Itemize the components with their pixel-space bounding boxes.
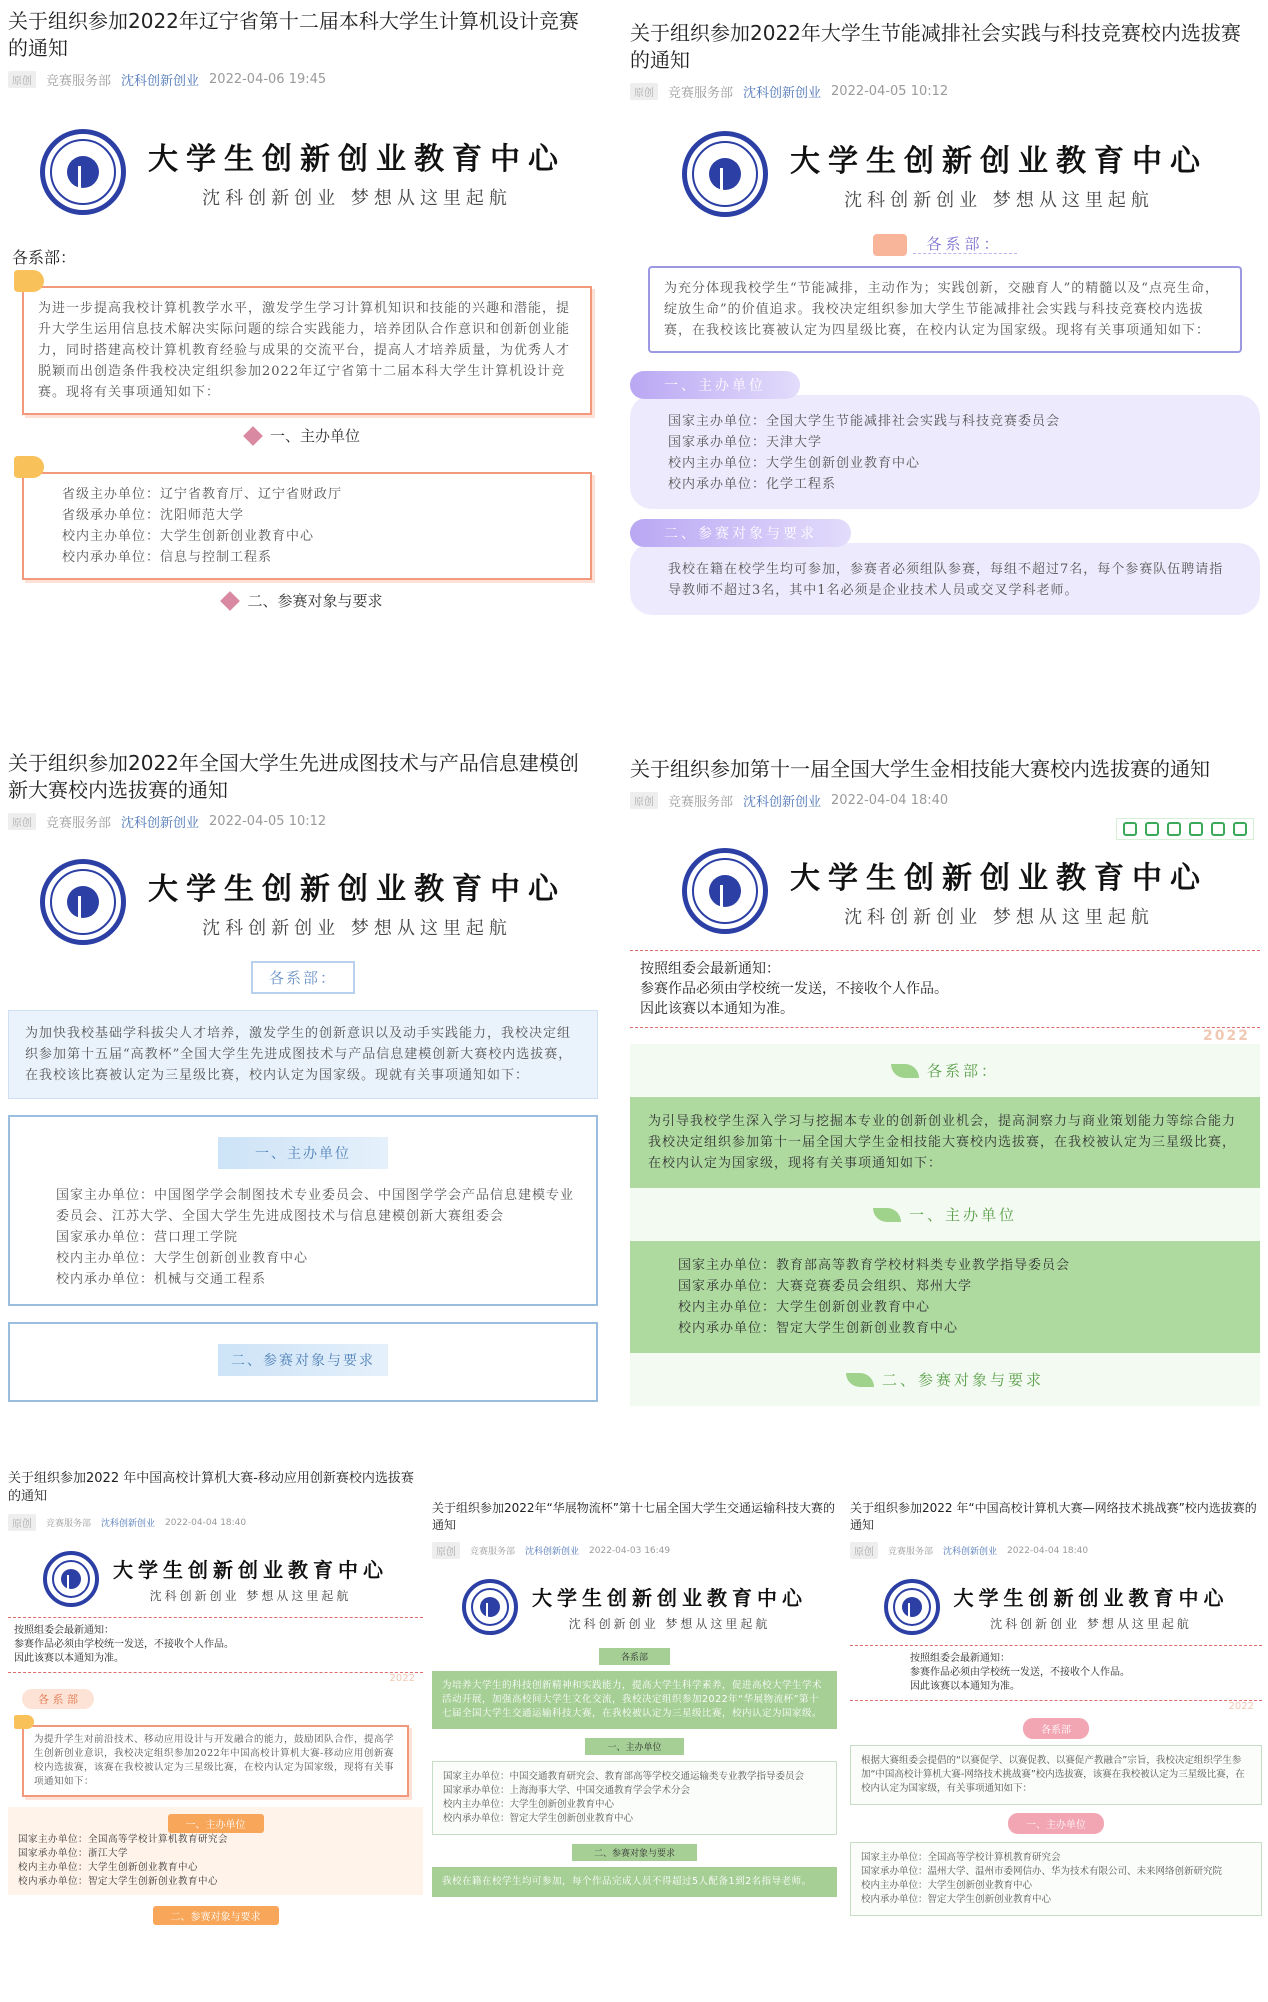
article-meta bbox=[8, 70, 598, 89]
greeting: 各系部： bbox=[251, 961, 355, 994]
banner-title: 大学生创新创业教育中心 bbox=[148, 142, 566, 177]
org-line: 校内主办单位：大学生创新创业教育中心 bbox=[678, 1300, 931, 1315]
article-author[interactable]: 沈科创新创业 bbox=[121, 74, 200, 89]
intro-box bbox=[22, 1725, 409, 1797]
banner-slogan: 沈科创新创业 梦想从这里起航 bbox=[844, 190, 1154, 211]
requirement-text: 我校在籍在校学生均可参加，参赛者必须组队参赛，每组不超过7名，每个参赛队伍聘请指导教师不超过3名，其中1名必须是企业技术人员或交叉学科老师。 bbox=[668, 561, 1224, 598]
article-author[interactable]: 沈科创新创业 bbox=[743, 795, 822, 810]
notice-line: 因此该赛以本通知为准。 bbox=[910, 1681, 1020, 1692]
intro-text: 根据大赛组委会提倡的“以赛促学、以赛促教、以赛促产教融合”宗旨，我校决定组织学生参加“中国高校计算机大赛-网络技术挑战赛”校内选拔赛，该赛在我校被认定为三星级比赛，在校内认定为国家级，有关事项通知如下： bbox=[861, 1755, 1245, 1794]
article-meta bbox=[850, 1542, 1262, 1559]
org-box bbox=[8, 1115, 598, 1306]
org-line: 国家承办单位：上海海事大学、中国交通教育学会学术分会 bbox=[443, 1785, 691, 1796]
banner-title: 大学生创新创业教育中心 bbox=[532, 1586, 807, 1610]
org-box bbox=[630, 1241, 1260, 1353]
org-line: 国家主办单位：中国交通教育研究会、教育部高等学校交通运输类专业教学指导委员会 bbox=[443, 1771, 805, 1782]
org-line: 国家承办单位：天津大学 bbox=[668, 434, 823, 450]
expand-icon[interactable] bbox=[1167, 822, 1181, 836]
article-title[interactable]: 关于组织参加2022 年“中国高校计算机大赛—网络技术挑战赛”校内选拔赛的通知 bbox=[850, 1501, 1257, 1532]
notice-line: 因此该赛以本通知为准。 bbox=[14, 1653, 124, 1664]
center-banner bbox=[850, 1579, 1262, 1635]
article-title[interactable]: 关于组织参加2022年全国大学生先进成图技术与产品信息建模创新大赛校内选拔赛的通知 bbox=[8, 751, 579, 802]
article-title[interactable]: 关于组织参加2022 年中国高校计算机大赛-移动应用创新赛校内选拔赛的通知 bbox=[8, 1471, 414, 1504]
greeting-wrap bbox=[850, 1718, 1262, 1739]
section-heading: 二、参赛对象与要求 bbox=[8, 590, 598, 611]
article-card-7[interactable] bbox=[850, 1500, 1262, 1998]
section-heading: 二、参赛对象与要求 bbox=[630, 519, 851, 547]
article-source: 竞赛服务部 bbox=[46, 816, 112, 831]
banner-slogan: 沈科创新创业 梦想从这里起航 bbox=[990, 1617, 1192, 1631]
article-title[interactable]: 关于组织参加2022年大学生节能减排社会实践与科技竞赛校内选拔赛的通知 bbox=[630, 21, 1241, 72]
notice-line: 按照组委会最新通知： bbox=[910, 1653, 1010, 1664]
leaf-icon bbox=[891, 1064, 919, 1078]
org-line: 校内主办单位：大学生创新创业教育中心 bbox=[443, 1799, 615, 1810]
center-logo-icon bbox=[682, 131, 768, 217]
leaf-icon bbox=[846, 1373, 874, 1387]
notice bbox=[850, 1646, 1262, 1700]
notice-line: 按照组委会最新通知： bbox=[14, 1625, 114, 1636]
banner-slogan: 沈科创新创业 梦想从这里起航 bbox=[202, 918, 512, 939]
section-heading: 一、主办单位 bbox=[585, 1738, 683, 1755]
org-line: 校内承办单位：机械与交通工程系 bbox=[56, 1272, 267, 1287]
center-banner bbox=[8, 1551, 423, 1607]
center-banner bbox=[630, 131, 1260, 217]
center-banner bbox=[8, 859, 598, 945]
org-line: 校内承办单位：化学工程系 bbox=[668, 476, 837, 492]
org-line: 国家主办单位：全国高等学校计算机教育研究会 bbox=[861, 1852, 1061, 1863]
org-line: 国家主办单位：全国大学生节能减排社会实践与科技竞赛委员会 bbox=[668, 413, 1061, 429]
phone-icon[interactable] bbox=[1145, 822, 1159, 836]
org-line: 校内主办单位：大学生创新创业教育中心 bbox=[18, 1862, 199, 1873]
intro-box bbox=[630, 1097, 1260, 1188]
center-banner bbox=[8, 129, 598, 215]
article-author[interactable]: 沈科创新创业 bbox=[101, 1519, 156, 1529]
original-tag: 原创 bbox=[630, 792, 658, 809]
section-block-2 bbox=[630, 519, 1260, 615]
org-line: 国家主办单位：全国高等学校计算机教育研究会 bbox=[18, 1834, 229, 1845]
section-heading: 二、参赛对象与要求 bbox=[153, 1906, 279, 1925]
org-line: 校内主办单位：大学生创新创业教育中心 bbox=[668, 455, 921, 471]
article-card-2[interactable] bbox=[630, 20, 1260, 720]
notice-line: 参赛作品必须由学校统一发送，不接收个人作品。 bbox=[910, 1667, 1130, 1678]
article-card-4[interactable] bbox=[630, 756, 1260, 1460]
org-line: 省级主办单位：辽宁省教育厅、辽宁省财政厅 bbox=[62, 487, 343, 502]
banner-slogan: 沈科创新创业 梦想从这里起航 bbox=[568, 1617, 771, 1631]
section-heading: 一、主办单位 bbox=[908, 1206, 1017, 1224]
org-line: 国家承办单位：温州大学、温州市委网信办、华为技术有限公司、未来网络创新研究院 bbox=[861, 1866, 1223, 1877]
article-author[interactable]: 沈科创新创业 bbox=[743, 86, 822, 101]
notice-line: 参赛作品必须由学校统一发送，不接收个人作品。 bbox=[640, 981, 948, 997]
section-block-1 bbox=[630, 371, 1260, 509]
intro-box bbox=[432, 1671, 837, 1729]
banner-title: 大学生创新创业教育中心 bbox=[790, 144, 1208, 179]
section-heading: 二、参赛对象与要求 bbox=[572, 1844, 697, 1861]
greeting-wrap bbox=[8, 961, 598, 994]
org-line: 校内承办单位：智定大学生创新创业教育中心 bbox=[443, 1813, 634, 1824]
org-line: 校内承办单位：智定大学生创新创业教育中心 bbox=[678, 1321, 959, 1336]
banner-slogan: 沈科创新创业 梦想从这里起航 bbox=[202, 188, 512, 209]
org-line: 校内主办单位：大学生创新创业教育中心 bbox=[62, 529, 315, 544]
notice-line: 因此该赛以本通知为准。 bbox=[640, 1001, 794, 1017]
article-date: 2022-04-03 16:49 bbox=[589, 1545, 671, 1556]
section-heading: 一、主办单位 bbox=[218, 1137, 388, 1169]
greeting: 各系部： bbox=[913, 235, 1017, 254]
center-logo-icon bbox=[40, 859, 126, 945]
org-line: 省级承办单位：沈阳师范大学 bbox=[62, 508, 245, 523]
article-card-5[interactable] bbox=[8, 1470, 423, 1998]
req-box bbox=[8, 1322, 598, 1402]
settings-icon[interactable] bbox=[1233, 822, 1247, 836]
org-line: 校内承办单位：信息与控制工程系 bbox=[62, 550, 273, 565]
notice-line: 参赛作品必须由学校统一发送，不接收个人作品。 bbox=[14, 1639, 234, 1650]
intro-text: 为提升学生对前沿技术、移动应用设计与开发融合的能力，鼓励团队合作，提高学生创新创业意识，我校决定组织参加2022年中国高校计算机大赛-移动应用创新赛校内选拔赛，该赛在我校被认定为三星级比赛，在校内认定为国家级，现将有关事项通知如下： bbox=[34, 1734, 395, 1787]
center-banner bbox=[432, 1579, 837, 1635]
notice bbox=[630, 951, 1260, 1027]
diamond-icon bbox=[243, 426, 263, 446]
center-logo-icon bbox=[40, 129, 126, 215]
intro-box bbox=[648, 266, 1242, 353]
org-box bbox=[8, 1807, 423, 1895]
article-meta bbox=[432, 1542, 837, 1559]
article-title[interactable]: 关于组织参加2022年“华展物流杯”第十七届全国大学生交通运输科技大赛的通知 bbox=[432, 1501, 835, 1532]
article-source: 竞赛服务部 bbox=[668, 795, 734, 810]
org-line: 国家承办单位：浙江大学 bbox=[18, 1848, 129, 1859]
org-line: 校内承办单位：智定大学生创新创业教育中心 bbox=[18, 1876, 219, 1887]
greeting: 各系部： bbox=[926, 1062, 999, 1080]
center-logo-icon bbox=[462, 1579, 518, 1635]
article-source: 竞赛服务部 bbox=[668, 86, 734, 101]
article-source: 竞赛服务部 bbox=[888, 1547, 934, 1557]
article-meta bbox=[630, 82, 1260, 101]
intro-text: 为充分体现我校学生“节能减排，主动作为；实践创新，交融育人”的精髓以及“点亮生命，绽放生命”的价值追求。我校决定组织参加大学生节能减排社会实践与科技竞赛校内选拔赛，在我校该比赛被认定为四星级比赛，在校内认定为国家级。现将有关事项通知如下： bbox=[664, 280, 1219, 338]
center-logo-icon bbox=[682, 848, 768, 934]
greeting: 各系部 bbox=[599, 1648, 670, 1665]
article-date: 2022-04-06 19:45 bbox=[209, 72, 327, 87]
org-line: 国家主办单位：教育部高等教育学校材料类专业教学指导委员会 bbox=[678, 1258, 1071, 1273]
intro-text: 为进一步提高我校计算机教学水平，激发学生学习计算机知识和技能的兴趣和潜能，提升大学生运用信息技术解决实际问题的综合实践能力，培养团队合作意识和创新创业能力，同时搭建高校计算机教育经验与成果的交流平台，提高人才培养质量，为优秀人才脱颖而出创造条件我校决定组织参加2022年辽宁省第十二届本科大学生计算机设计竞赛。现将有关事项通知如下： bbox=[38, 301, 571, 400]
org-box bbox=[22, 472, 592, 580]
greeting: 各系部 bbox=[1023, 1718, 1089, 1739]
original-tag: 原创 bbox=[8, 71, 36, 88]
org-line: 国家承办单位：大赛竞赛委员会组织、郑州大学 bbox=[678, 1279, 973, 1294]
notice bbox=[8, 1618, 423, 1672]
intro-box bbox=[22, 286, 592, 415]
intro-box bbox=[8, 1010, 598, 1099]
center-logo-icon bbox=[884, 1579, 940, 1635]
requirement-text: 我校在籍在校学生均可参加，每个作品完成人员不得超过5人配备1到2名指导老师。 bbox=[442, 1876, 812, 1887]
intro-text: 为引导我校学生深入学习与挖掘本专业的创新创业机会，提高洞察力与商业策划能力等综合能力我校决定组织参加第十一届全国大学生金相技能大赛校内选拔赛，在我校被认定为三星级比赛，在校内认定为国家级，现将有关事项通知如下： bbox=[648, 1114, 1237, 1171]
intro-text: 为加快我校基础学科拔尖人才培养，激发学生的创新意识以及动手实践能力，我校决定组织参加第十五届“高教杯”全国大学生先进成图技术与产品信息建模创新大赛校内选拔赛，在我校该比赛被认定为三星级比赛，校内认定为国家级。现就有关事项通知如下： bbox=[25, 1026, 573, 1083]
section-heading: 一、主办单位 bbox=[8, 425, 598, 446]
req-box bbox=[432, 1867, 837, 1897]
org-line: 校内主办单位：大学生创新创业教育中心 bbox=[861, 1880, 1033, 1891]
leaf-icon bbox=[873, 1208, 901, 1222]
article-meta bbox=[8, 1514, 423, 1531]
section-heading: 二、参赛对象与要求 bbox=[218, 1344, 388, 1376]
article-date: 2022-04-04 18:40 bbox=[831, 793, 949, 808]
article-date: 2022-04-04 18:40 bbox=[1007, 1545, 1089, 1556]
diamond-icon bbox=[221, 591, 241, 611]
center-logo-icon bbox=[43, 1551, 99, 1607]
org-line: 校内承办单位：智定大学生创新创业教育中心 bbox=[861, 1894, 1052, 1905]
greeting-wrap bbox=[630, 233, 1260, 256]
megaphone-icon bbox=[14, 1715, 34, 1729]
org-line: 校内主办单位：大学生创新创业教育中心 bbox=[56, 1251, 309, 1266]
intro-box bbox=[850, 1745, 1262, 1805]
article-title[interactable]: 关于组织参加2022年辽宁省第十二届本科大学生计算机设计竞赛的通知 bbox=[8, 9, 579, 60]
year-mark: 2022 bbox=[389, 1673, 415, 1684]
article-author[interactable]: 沈科创新创业 bbox=[121, 816, 200, 831]
article-date: 2022-04-05 10:12 bbox=[831, 84, 949, 99]
save-icon[interactable] bbox=[1189, 822, 1203, 836]
original-tag: 原创 bbox=[850, 1542, 878, 1559]
center-banner bbox=[630, 848, 1260, 934]
greeting: 各系部： bbox=[12, 248, 77, 267]
org-box bbox=[432, 1761, 837, 1835]
section-heading: 一、主办单位 bbox=[630, 371, 800, 399]
article-author[interactable]: 沈科创新创业 bbox=[943, 1547, 998, 1557]
article-date: 2022-04-05 10:12 bbox=[209, 814, 327, 829]
banner-title: 大学生创新创业教育中心 bbox=[953, 1586, 1229, 1610]
megaphone-icon bbox=[14, 456, 44, 478]
section-heading: 二、参赛对象与要求 bbox=[881, 1371, 1044, 1389]
year-mark: 2022 bbox=[1228, 1701, 1254, 1712]
banner-title: 大学生创新创业教育中心 bbox=[790, 861, 1208, 896]
greeting-wrap bbox=[8, 1684, 423, 1713]
original-tag: 原创 bbox=[432, 1542, 460, 1559]
book-icon bbox=[873, 234, 907, 256]
search-icon[interactable] bbox=[1123, 822, 1137, 836]
share-icon[interactable] bbox=[1211, 822, 1225, 836]
section-heading: 一、主办单位 bbox=[168, 1814, 264, 1833]
banner-title: 大学生创新创业教育中心 bbox=[148, 872, 566, 907]
banner-slogan: 沈科创新创业 梦想从这里起航 bbox=[844, 907, 1154, 928]
org-line: 国家承办单位：营口理工学院 bbox=[56, 1230, 239, 1245]
article-author[interactable]: 沈科创新创业 bbox=[525, 1547, 580, 1557]
org-box bbox=[850, 1842, 1262, 1916]
intro-text: 为培养大学生的科技创新精神和实践能力，提高大学生科学素养，促进高校大学生学术活动开展，加强高校间大学生文化交流，我校决定组织参加2022年“华展物流杯”第十七届全国大学生交通运输科技大赛，在我校被认定为三星级比赛，校内认定为国家级。 bbox=[442, 1680, 823, 1719]
greeting-wrap bbox=[432, 1645, 837, 1665]
original-tag: 原创 bbox=[8, 813, 36, 830]
banner-title: 大学生创新创业教育中心 bbox=[113, 1558, 388, 1582]
year-mark: 2022 bbox=[1203, 1028, 1250, 1044]
megaphone-icon bbox=[14, 270, 44, 292]
greeting: 各 系 部 bbox=[22, 1689, 94, 1709]
article-date: 2022-04-04 18:40 bbox=[165, 1517, 247, 1528]
greeting-wrap bbox=[630, 1044, 1260, 1097]
article-meta bbox=[8, 812, 598, 831]
article-source: 竞赛服务部 bbox=[46, 1519, 92, 1529]
article-card-1[interactable] bbox=[8, 8, 598, 708]
article-source: 竞赛服务部 bbox=[46, 74, 112, 89]
section-heading: 一、主办单位 bbox=[1008, 1813, 1104, 1834]
editor-toolbar bbox=[1116, 818, 1254, 840]
article-meta bbox=[630, 791, 1260, 810]
article-source: 竞赛服务部 bbox=[470, 1547, 516, 1557]
article-title[interactable]: 关于组织参加第十一届全国大学生金相技能大赛校内选拔赛的通知 bbox=[630, 757, 1210, 781]
original-tag: 原创 bbox=[630, 83, 658, 100]
notice-line: 按照组委会最新通知： bbox=[640, 961, 780, 977]
banner-slogan: 沈科创新创业 梦想从这里起航 bbox=[149, 1589, 352, 1603]
original-tag: 原创 bbox=[8, 1514, 36, 1531]
article-card-6[interactable] bbox=[432, 1500, 837, 1998]
org-line: 国家主办单位：中国图学学会制图技术专业委员会、中国图学学会产品信息建模专业委员会、江苏大学、全国大学生先进成图技术与信息建模创新大赛组委会 bbox=[56, 1188, 575, 1224]
article-card-3[interactable] bbox=[8, 750, 598, 1460]
